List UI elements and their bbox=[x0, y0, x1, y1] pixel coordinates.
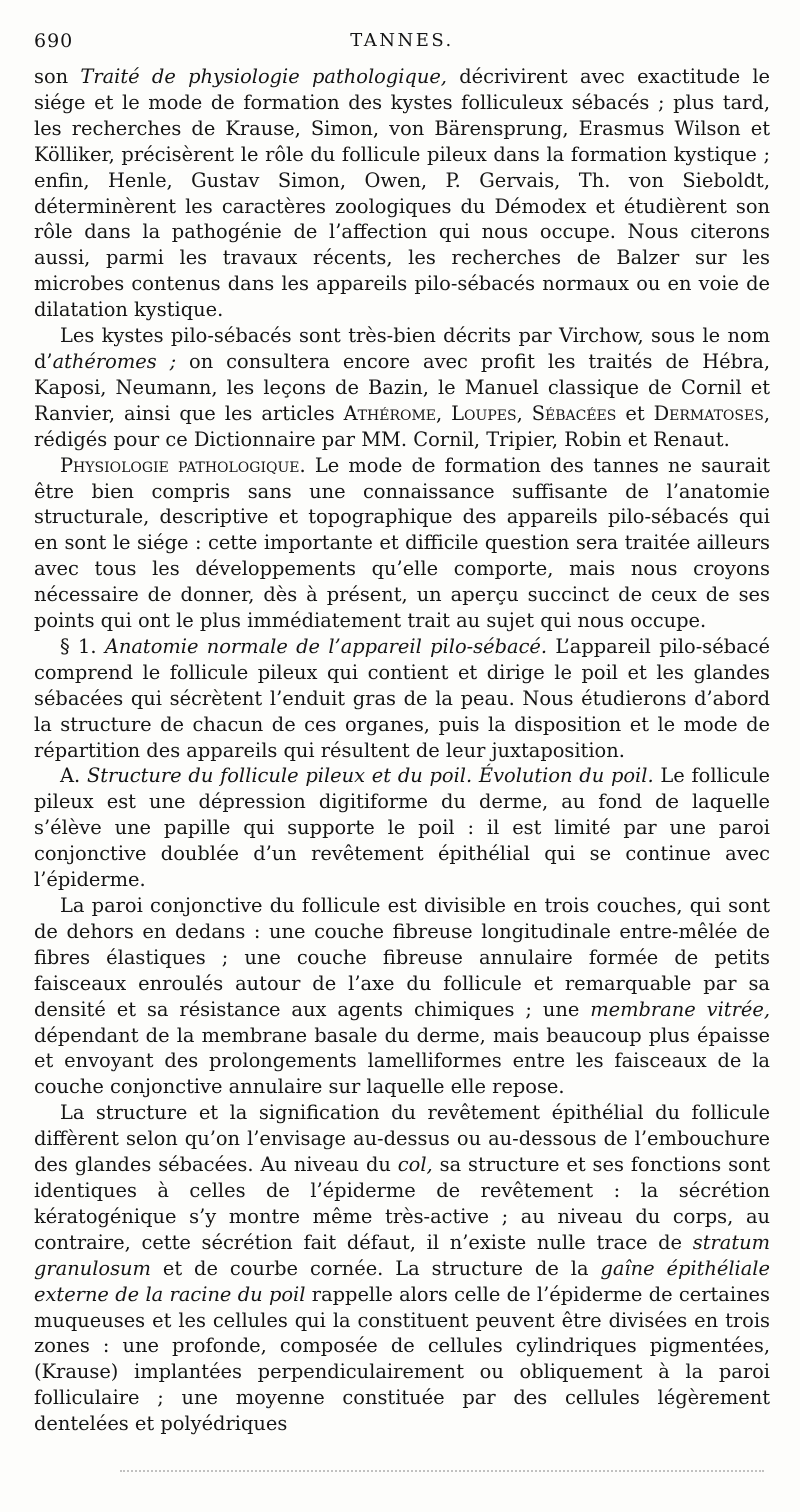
italic-text: Structure du follicule pileux et du poil. Évolution du poil. bbox=[86, 764, 654, 788]
text-run: , bbox=[436, 401, 452, 425]
text-run: § 1. bbox=[60, 634, 105, 658]
italic-text: col, bbox=[397, 1153, 433, 1177]
paragraph bbox=[34, 323, 770, 453]
small-caps-text: Sébacées bbox=[531, 401, 617, 425]
body-text bbox=[34, 64, 770, 1437]
small-caps-text: Athérome bbox=[343, 401, 437, 425]
text-run: et bbox=[616, 401, 654, 425]
italic-text: gaîne épithéliale externe de la racine du poil bbox=[34, 1256, 770, 1306]
page-number: 690 bbox=[34, 30, 74, 52]
text-run: La structure et la signification du revêtement épithélial du follicule diffèrent selon qu’on l’envisage au-dessus ou au-dessous de l’embouchure des glandes sébacées. Au niveau du bbox=[34, 1101, 770, 1177]
text-run: rappelle alors celle de l’épiderme de certaines muqueuses et les cellules qui la constituent peuvent être divisées en trois zones : une profonde, composée de cellules cylindriques pigmentées, (Krause) implantées perpendiculairement ou obliquement à la paroi folliculaire ; une moyenne constituée par des cellules légèrement dentelées et polyédriques bbox=[34, 1282, 770, 1436]
text-run: L’appareil pilo-sébacé comprend le follicule pileux qui contient et dirige le poil et les glandes sébacées qui sécrètent l’enduit gras de la peau. Nous étudierons d’abord la structure de chacun de ces organes, puis la disposition et le mode de répartition des appareils qui résultent de leur juxtaposition. bbox=[34, 634, 770, 762]
running-title: TANNES. bbox=[350, 30, 454, 51]
italic-text: Traité de physiologie pathologique, bbox=[80, 65, 447, 88]
text-run: on consultera encore avec profit les traités de Hébra, Kaposi, Neumann, les leçons de Bazin, le Manuel classique de Cornil et Ranvier, ainsi que les articles bbox=[34, 349, 770, 425]
text-run: sa structure et ses fonctions sont identiques à celles de l’épiderme de revêtement : la sécrétion kératogénique s’y montre même très-active ; au niveau du corps, au contraire, cette sécrétion fait défaut, il n’existe nulle trace de bbox=[34, 1153, 770, 1254]
text-run: dépendant de la membrane basale du derme, mais beaucoup plus épaisse et envoyant des prolongements lamelliformes entre les faisceaux de la couche conjonctive annulaire sur laquelle elle repose. bbox=[34, 1023, 770, 1099]
italic-text: membrane vitrée, bbox=[590, 997, 770, 1021]
text-run: Le mode de formation des tannes ne saurait être bien compris sans une connaissance suffisante de l’anatomie structurale, descriptive et topographique des appareils pilo-sébacés qui en sont le siége : cette importante et difficile question sera traitée ailleurs avec tous les développements qu’elle comporte, mais nous croyons nécessaire de donner, dès à présent, un aperçu succinct de ceux de ses points qui ont le plus immédiatement trait au sujet qui nous occupe. bbox=[34, 453, 770, 633]
page-header bbox=[34, 30, 770, 64]
small-caps-text: Physiologie pathologique. bbox=[60, 453, 306, 477]
paragraph bbox=[34, 1100, 770, 1437]
italic-text: stratum granulosum bbox=[34, 1230, 770, 1280]
paragraph bbox=[34, 64, 770, 323]
page-footer-rule bbox=[120, 1470, 764, 1478]
small-caps-text: Dermatoses bbox=[653, 401, 764, 425]
text-run: La paroi conjonctive du follicule est divisible en trois couches, qui sont de dehors en dedans : une couche fibreuse longitudinale entre-mêlée de fibres élastiques ; une couche fibreuse annulaire formée de petits faisceaux enroulés autour de l’axe du follicule et remarquable par sa densité et sa résistance aux agents chimiques ; une bbox=[34, 894, 770, 1021]
text-run: , bbox=[516, 401, 532, 425]
text-run: A. bbox=[60, 764, 87, 788]
text-run: son bbox=[34, 65, 81, 88]
italic-text: athéromes ; bbox=[52, 349, 177, 373]
paragraph bbox=[34, 763, 770, 893]
text-run: décrivirent avec exactitude le siége et le mode de formation des kystes folliculeux sébacés ; plus tard, les recherches de Krause, Simon, von Bärensprung, Erasmus Wilson et Kölliker, précisèrent le rôle du follicule pileux dans la formation kystique ; enfin, Henle, Gustav Simon, Owen, P. Gervais, Th. von Sieboldt, déterminèrent les caractères zoologiques du Démodex et étudièrent son rôle dans la pathogénie de l’affection qui nous occupe. Nous citerons aussi, parmi les travaux récents, les recherches de Balzer sur les microbes contenus dans les appareils pilo-sébacés normaux ou en voie de dilatation kystique. bbox=[34, 65, 771, 322]
text-run: Les kystes pilo-sébacés sont très-bien décrits par Virchow, sous le nom d’ bbox=[34, 324, 770, 373]
small-caps-text: Loupes bbox=[451, 401, 517, 425]
text-run: , rédigés pour ce Dictionnaire par MM. Cornil, Tripier, Robin et Renaut. bbox=[34, 401, 770, 451]
italic-text: Anatomie normale de l’appareil pilo-sébacé. bbox=[104, 634, 548, 658]
text-run: Le follicule pileux est une dépression digitiforme du derme, au fond de laquelle s’élève une papille qui supporte le poil : il est limité par une paroi conjonctive doublée d’un revêtement épithélial qui se continue avec l’épiderme. bbox=[34, 764, 770, 892]
paragraph bbox=[34, 453, 770, 634]
paragraph bbox=[34, 893, 770, 1100]
paragraph bbox=[34, 634, 770, 764]
text-run: et de courbe cornée. La structure de la bbox=[150, 1256, 601, 1280]
